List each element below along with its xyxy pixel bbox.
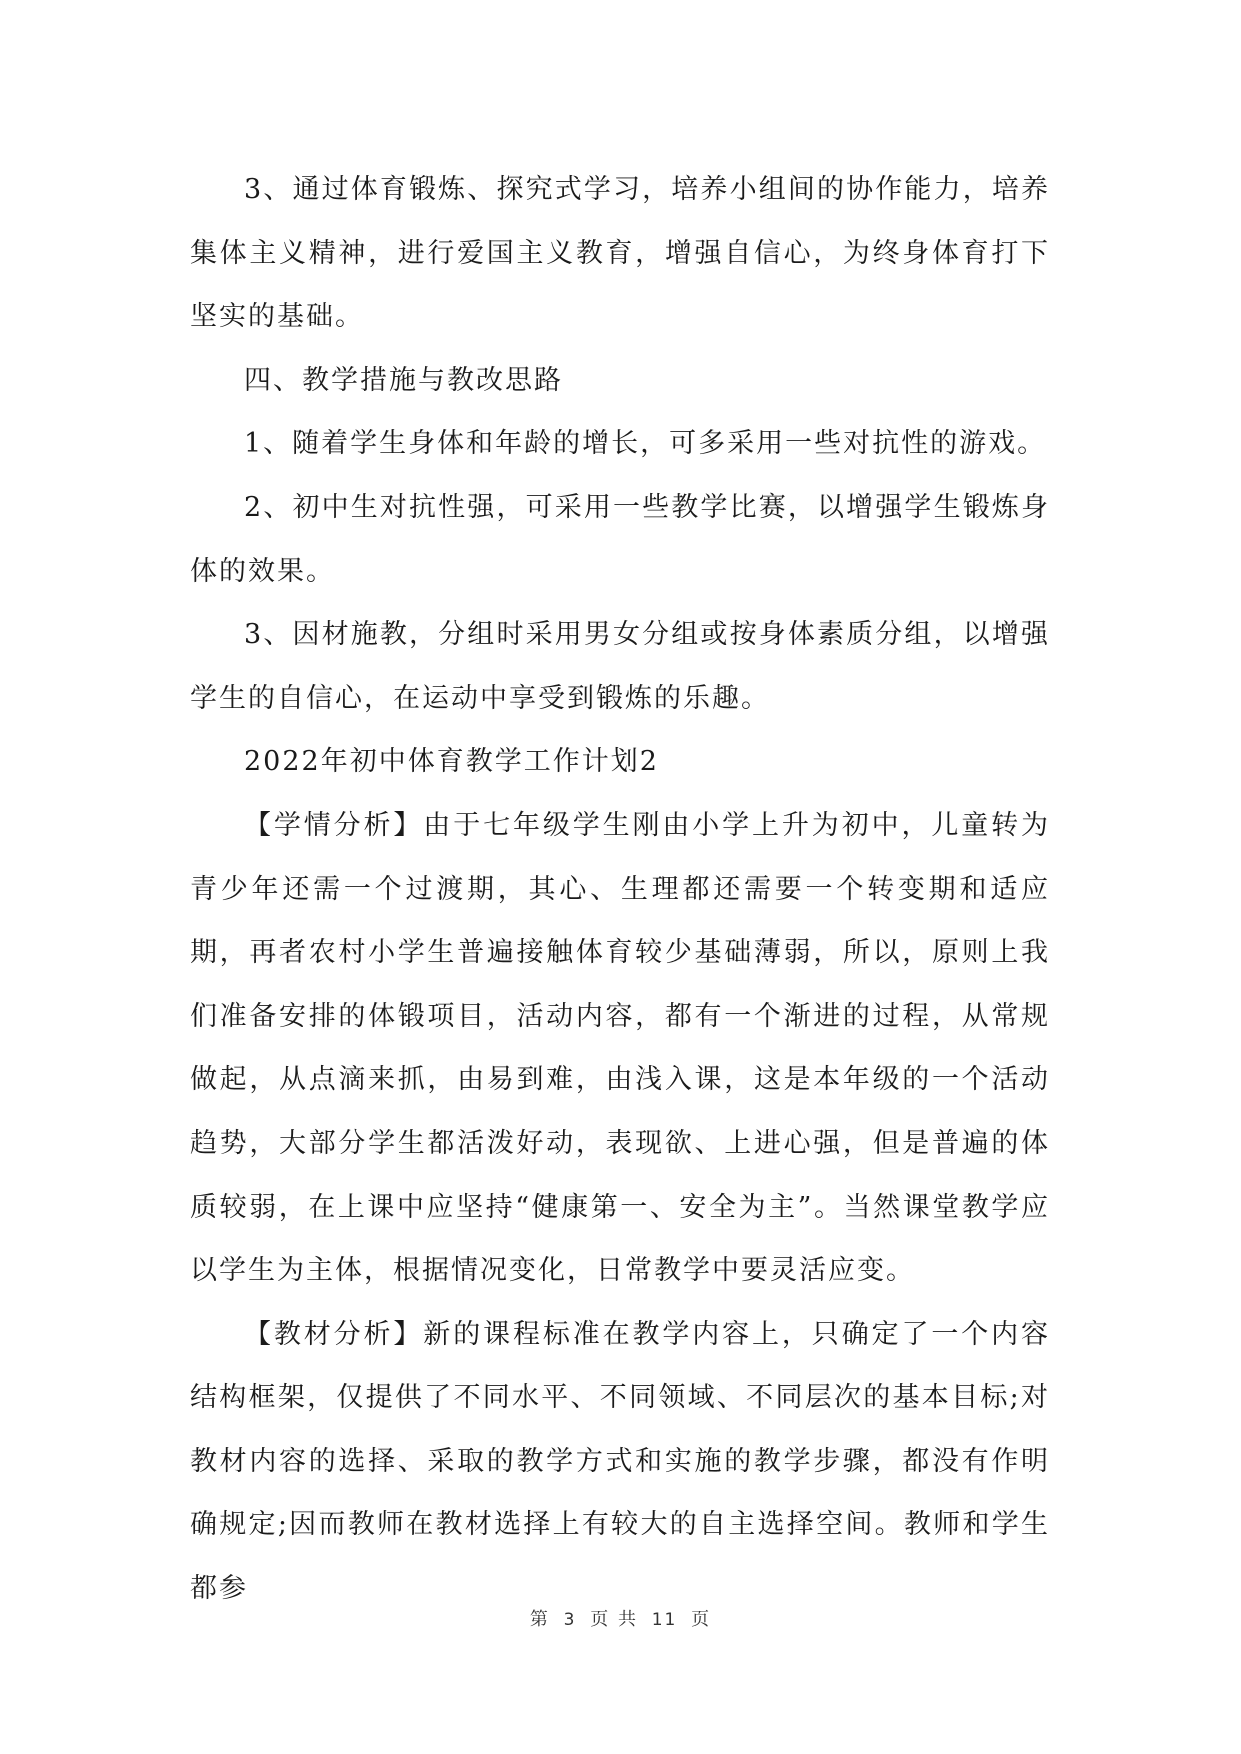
plan-title-2: 2022年初中体育教学工作计划2 [244,746,659,778]
total-page-count: 11 [651,1610,678,1630]
footer-middle: 页 共 [590,1609,638,1630]
paragraph-goal-3: 3、通过体育锻炼、探究式学习，培养小组间的协作能力，培养集体主义精神，进行爱国主义教育，增强自信心，为终身体育打下坚实的基础。 [190,174,1050,333]
paragraph-material-analysis: 【教材分析】新的课程标准在教学内容上，只确定了一个内容结构框架，仅提供了不同水平、不同领域、不同层次的基本目标;对教材内容的选择、采取的教学方式和实施的教学步骤，都没有作明确规定;因而教师在教材选择上有较大的自主选择空间。教师和学生都参 [190,1318,1050,1605]
paragraph-measure-3: 3、因材施教，分组时采用男女分组或按身体素质分组，以增强学生的自信心，在运动中享受到锻炼的乐趣。 [190,619,1050,714]
paragraph-measure-2: 2、初中生对抗性强，可采用一些教学比赛，以增强学生锻炼身体的效果。 [190,491,1050,587]
page-body [190,158,1050,1621]
current-page-number: 3 [563,1610,577,1630]
page-footer [0,1605,1241,1631]
section-heading-teaching-measures: 四、教学措施与教改思路 [244,364,563,396]
footer-suffix: 页 [691,1609,712,1630]
paragraph-learner-analysis: 【学情分析】由于七年级学生刚由小学上升为初中，儿童转为青少年还需一个过渡期，其心、生理都还需要一个转变期和适应期，再者农村小学生普遍接触体育较少基础薄弱，所以，原则上我们准备安排的体锻项目，活动内容，都有一个渐进的过程，从常规做起，从点滴来抓，由易到难，由浅入课，这是本年级的一个活动趋势，大部分学生都活泼好动，表现欲、上进心强，但是普遍的体质较弱，在上课中应坚持“健康第一、安全为主”。当然课堂教学应以学生为主体，根据情况变化，日常教学中要灵活应变。 [190,809,1050,1287]
footer-prefix: 第 [529,1609,550,1630]
paragraph-measure-1: 1、随着学生身体和年龄的增长，可多采用一些对抗性的游戏。 [244,428,1047,460]
